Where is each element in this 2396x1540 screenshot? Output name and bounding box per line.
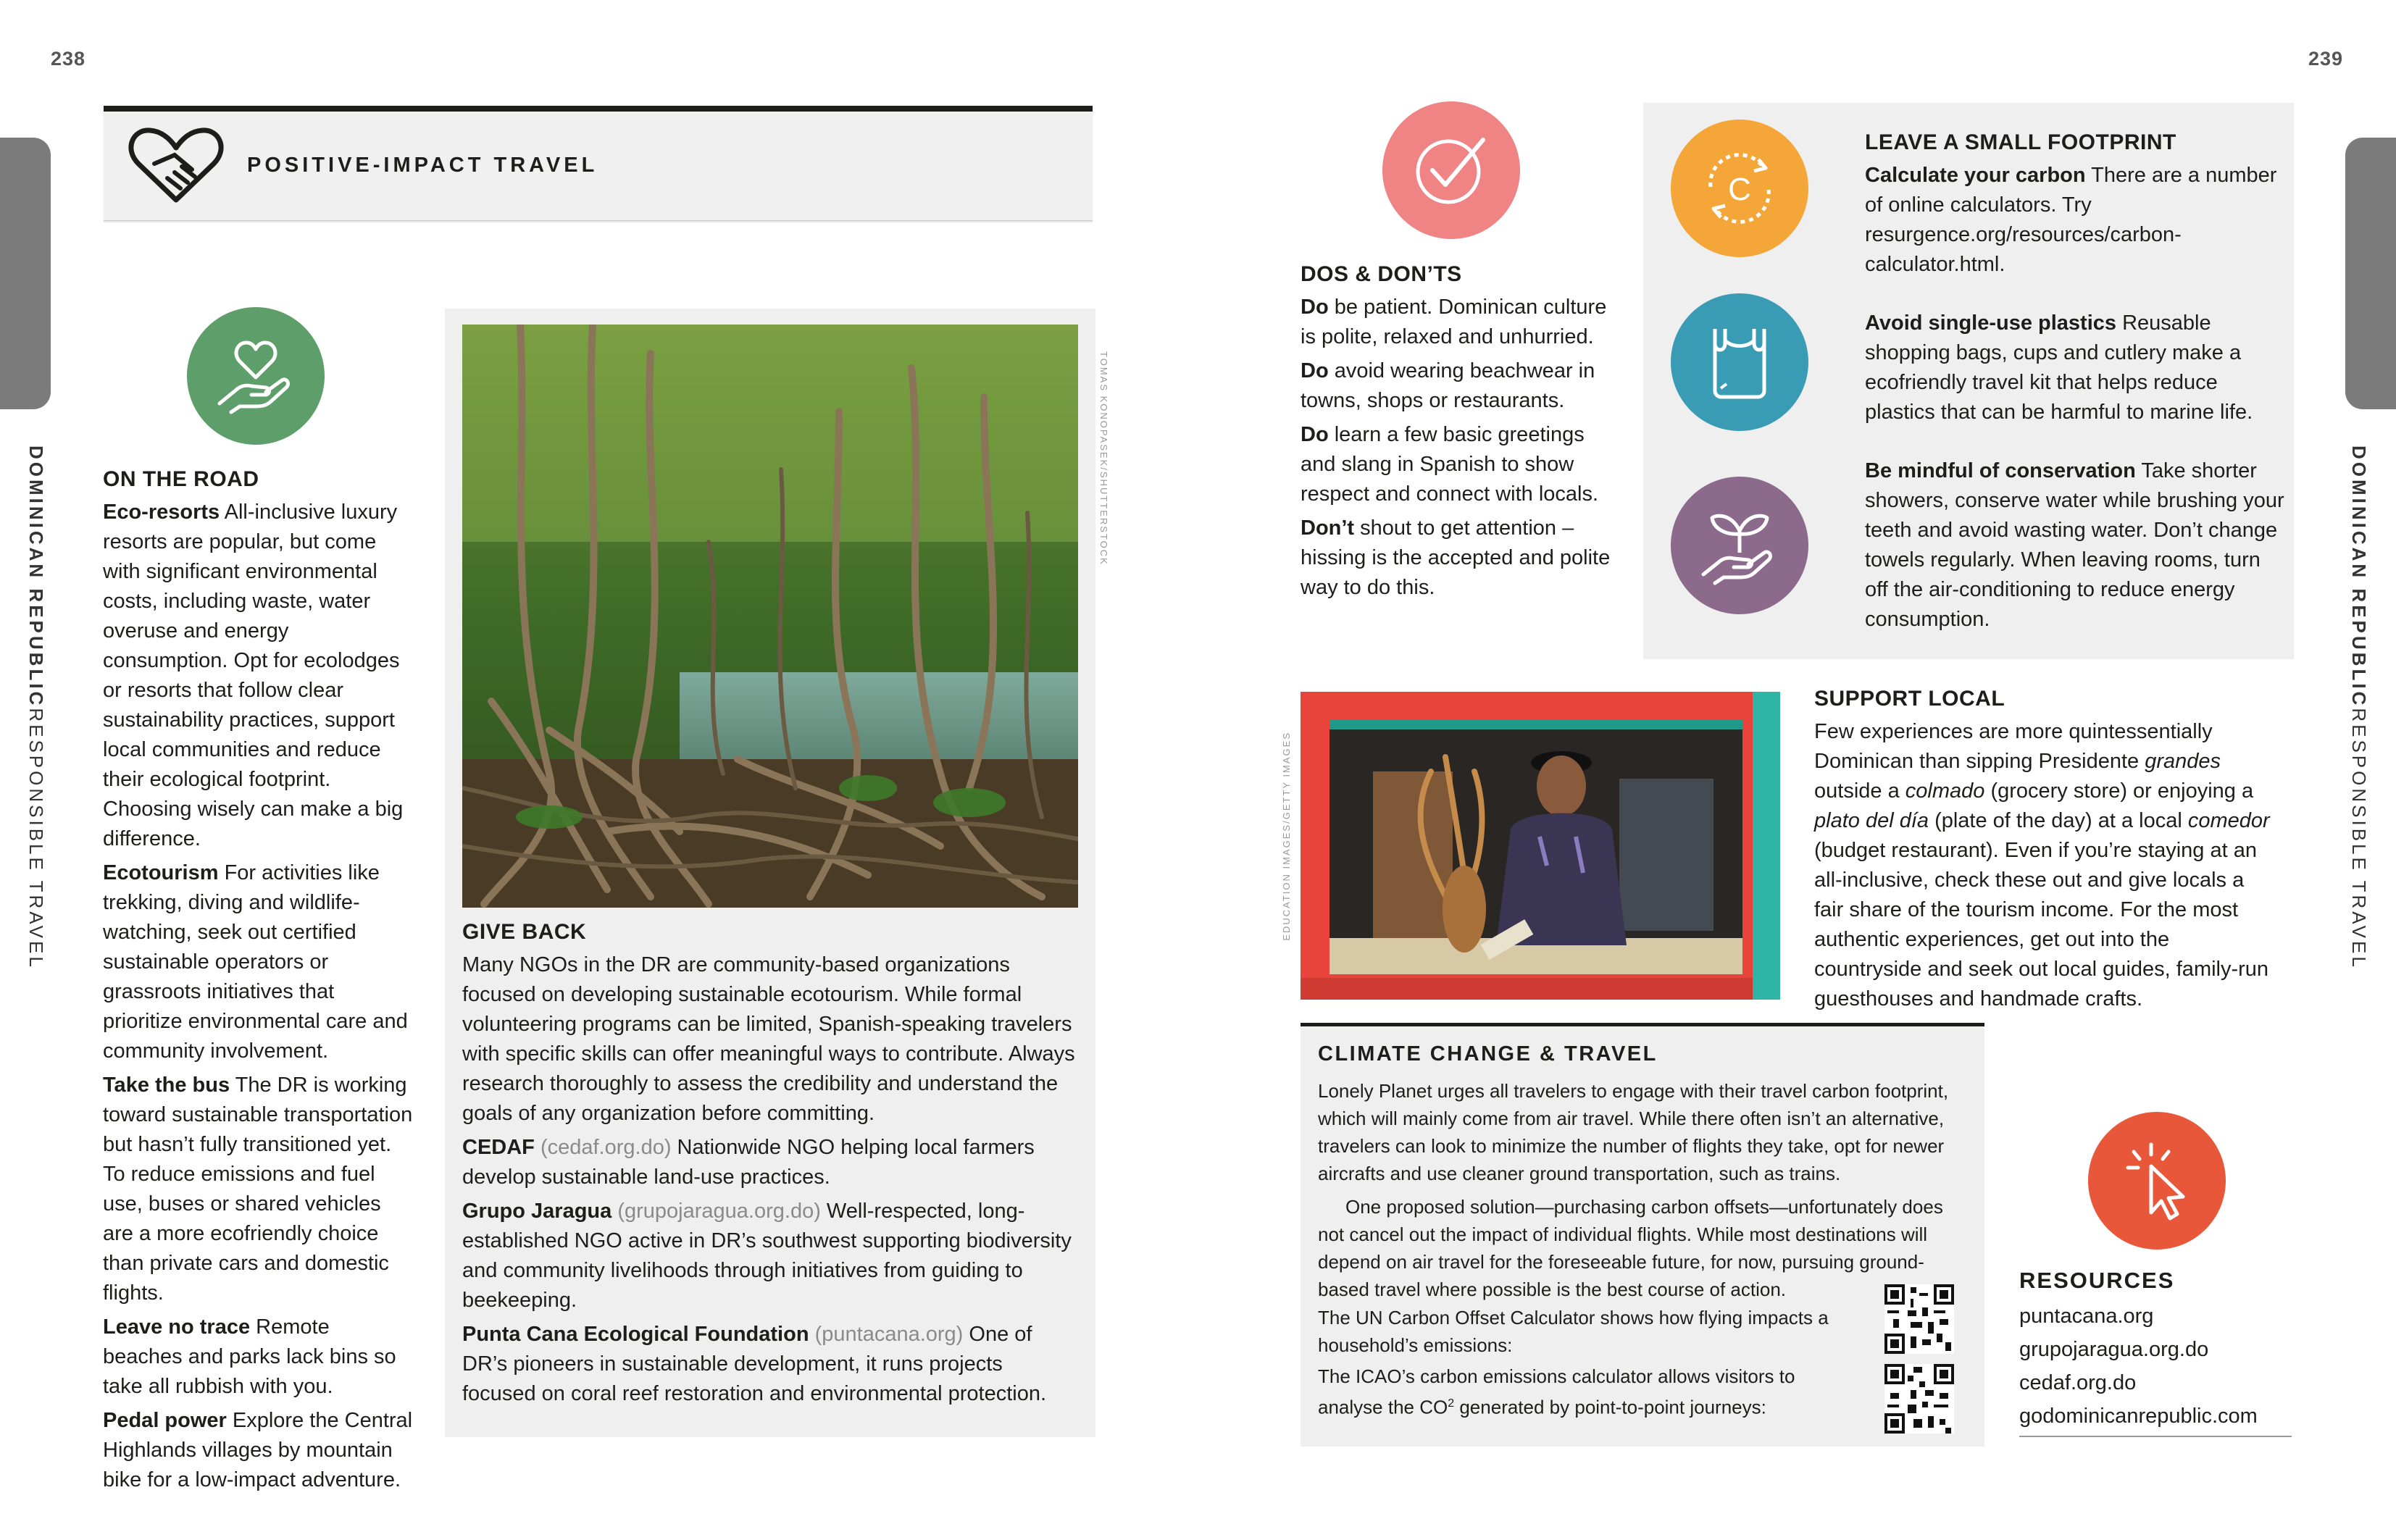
- list-item: Be mindful of conservation Take shorter showers, conserve water while brushing your teeth and avoid wasting water. Don’t change towels regularly. When leaving rooms, turn off the air-conditioning to reduce energy consumption.: [1865, 459, 2284, 631]
- carbon-cycle-icon: [1671, 120, 1808, 257]
- plastic-bag-icon: [1671, 293, 1808, 431]
- list-item: Take the bus The DR is working toward sustainable transportation but hasn’t fully transitioned yet. To reduce emissions and fuel use, buses or shared vehicles are a more ecofriendly choice than private cars and domestic flights.: [103, 1074, 413, 1305]
- mangrove-photo: [462, 325, 1078, 908]
- resource-link[interactable]: godominicanrepublic.com: [2019, 1405, 2258, 1428]
- support-local-section: [1814, 687, 2278, 1014]
- list-item: Do be patient. Dominican culture is polite, relaxed and unhurried.: [1301, 296, 1607, 348]
- give-back-heading: GIVE BACK: [462, 920, 587, 944]
- list-item: Pedal power Explore the Central Highlands villages by mountain bike for a low-impact adventure.: [103, 1409, 413, 1491]
- give-back-intro: Many NGOs in the DR are community-based organizations focused on developing sustainable ecotourism. While formal volunteering programs can be limited, Spanish-speaking travelers with specific skills can offer meaningful ways to contribute. Always research thoroughly to assess the credibility and understand the goals of any organization before committing.: [462, 953, 1075, 1125]
- list-item: Don’t shout to get attention – hissing is the accepted and polite way to do this.: [1301, 516, 1611, 599]
- dos-donts-section: [1301, 262, 1619, 607]
- lobster-vendor-photo: [1301, 692, 1780, 1000]
- give-back-section: [462, 920, 1082, 1413]
- list-item: Do avoid wearing beachwear in towns, shops or restaurants.: [1301, 359, 1595, 412]
- heart-in-hand-icon: [187, 307, 325, 445]
- photo-credit-mangrove: TOMAS KONOPASEK/SHUTTERSTOCK: [1098, 351, 1109, 566]
- resource-link[interactable]: puntacana.org: [2019, 1305, 2154, 1328]
- org-item: Punta Cana Ecological Foundation (puntacana.org) One of DR’s pioneers in sustainable development, it runs projects focused on coral reef restoration and environmental protection.: [462, 1323, 1047, 1405]
- list-item: Eco-resorts All-inclusive luxury resorts are popular, but come with significant environmental costs, including waste, water overuse and energy consumption. Opt for ecolodges or resorts that follow clear sustainability practices, support local communities and reduce their ecological footprint. Choosing wisely can make a big difference.: [103, 501, 404, 850]
- cursor-click-icon: [2088, 1112, 2226, 1250]
- banner-title: POSITIVE-IMPACT TRAVEL: [247, 154, 598, 177]
- svg-text:C: C: [1728, 172, 1751, 207]
- resources-heading: RESOURCES: [2019, 1268, 2175, 1293]
- climate-paragraph-2: One proposed solution—purchasing carbon offsets—unfortunately does not cancel out the impact of individual flights. While most destinations will depend on air travel for the foreseeable future, for now, pursuing ground-based travel where possible is the best course of action.: [1318, 1196, 1943, 1300]
- handshake-heart-icon: [125, 126, 227, 206]
- qr-caption-un: The UN Carbon Offset Calculator shows how flying impacts a household’s emissions:: [1318, 1307, 1829, 1356]
- page-number-left: 238: [51, 48, 86, 70]
- resources-section: [2019, 1268, 2292, 1437]
- on-the-road-section: [103, 467, 414, 1499]
- list-item: Calculate your carbon There are a number of online calculators. Try resurgence.org/resources/carbon-calculator.html.: [1865, 164, 2277, 276]
- climate-box: [1301, 1023, 1984, 1447]
- side-label-right: DOMINICAN REPUBLICRESPONSIBLE TRAVEL: [2348, 445, 2370, 970]
- list-item: Leave no trace Remote beaches and parks lack bins so take all rubbish with you.: [103, 1315, 396, 1398]
- qr-code-icao[interactable]: [1884, 1364, 1954, 1434]
- climate-paragraph-1: Lonely Planet urges all travelers to engage with their travel carbon footprint, which will mainly come from air travel. While there often isn’t an alternative, travelers can look to minimize the number of flights they take, opt for newer aircrafts and use cleaner ground transportation, such as trains.: [1318, 1080, 1949, 1184]
- footprint-heading: LEAVE A SMALL FOOTPRINT: [1865, 130, 2176, 154]
- on-the-road-list: [103, 498, 414, 1495]
- support-local-text: Few experiences are more quintessentially Dominican than sipping Presidente grandes outside a colmado (grocery store) or enjoying a plato del día (plate of the day) at a local comedor (budget restaurant). Even if you’re staying at an all-inclusive, check these out and give locals a fair share of the tourism income. For the most authentic experiences, get out into the countryside and seek out local guides, family-run guesthouses and handmade crafts.: [1814, 720, 2270, 1010]
- footprint-section: [1865, 130, 2285, 635]
- climate-heading: CLIMATE CHANGE & TRAVEL: [1318, 1042, 1658, 1066]
- chapter-tab-left: [0, 138, 51, 409]
- dos-donts-heading: DOS & DON’TS: [1301, 262, 1462, 286]
- resource-link[interactable]: grupojaragua.org.do: [2019, 1338, 2209, 1361]
- resource-link[interactable]: cedaf.org.do: [2019, 1371, 2137, 1394]
- on-the-road-heading: ON THE ROAD: [103, 467, 259, 491]
- support-local-heading: SUPPORT LOCAL: [1814, 687, 2005, 711]
- page-number-right: 239: [2308, 48, 2344, 70]
- qr-caption-icao: The ICAO’s carbon emissions calculator allows visitors to analyse the $CO^2$ generated by point-to-point journeys:: [1318, 1365, 1795, 1418]
- list-item: Ecotourism For activities like trekking, diving and wildlife-watching, seek out certified sustainable operators or grassroots initiatives that prioritize environmental care and community involvement.: [103, 861, 408, 1063]
- org-item: Grupo Jaragua (grupojaragua.org.do) Well-respected, long-established NGO active in DR’s southwest supporting biodiversity and community livelihoods through initiatives from guiding to beekeeping.: [462, 1200, 1072, 1312]
- checkmark-icon: [1382, 101, 1520, 239]
- qr-code-un[interactable]: [1884, 1284, 1954, 1354]
- chapter-tab-right: [2345, 138, 2396, 409]
- photo-credit-lobster: EDUCATION IMAGES/GETTY IMAGES: [1281, 732, 1292, 941]
- list-item: Avoid single-use plastics Reusable shopping bags, cups and cutlery make a ecofriendly travel kit that helps reduce plastics that can be harmful to marine life.: [1865, 311, 2253, 424]
- sprout-in-hand-icon: [1671, 477, 1808, 614]
- side-label-left: DOMINICAN REPUBLICRESPONSIBLE TRAVEL: [25, 445, 47, 970]
- section-banner: [104, 106, 1093, 221]
- list-item: Do learn a few basic greetings and slang in Spanish to show respect and connect with locals.: [1301, 423, 1599, 506]
- org-item: CEDAF (cedaf.org.do) Nationwide NGO helping local farmers develop sustainable land-use practices.: [462, 1136, 1035, 1189]
